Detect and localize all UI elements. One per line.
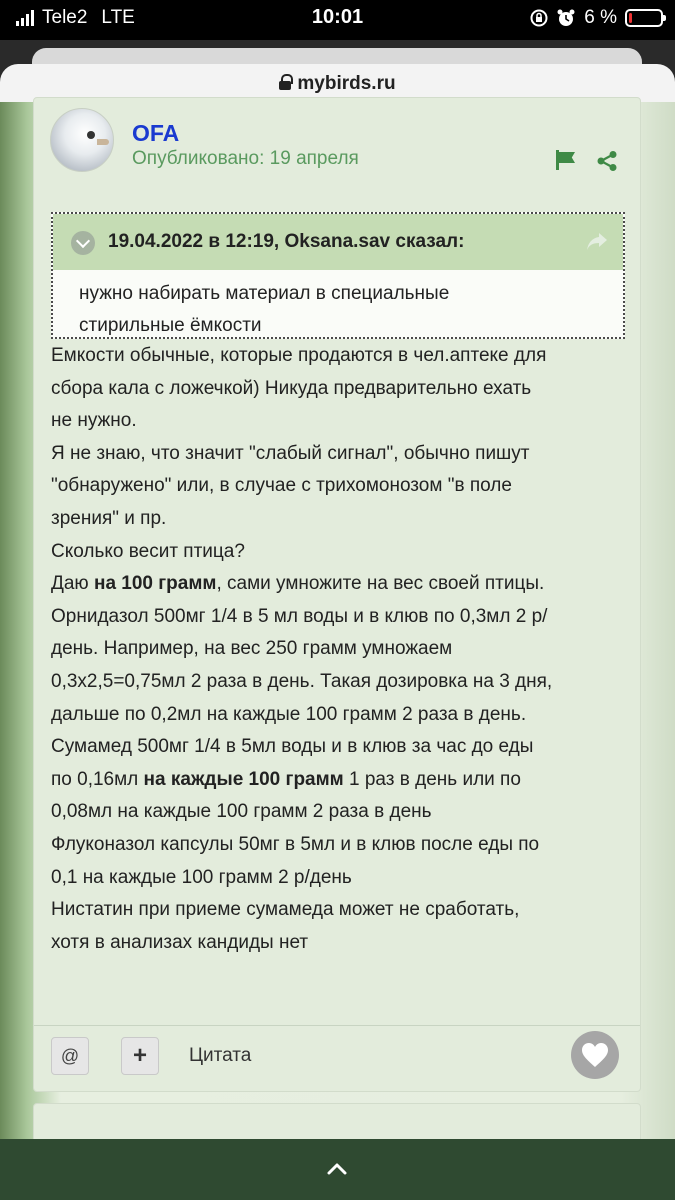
status-time: 10:01 — [311, 6, 364, 28]
quote-line: нужно набирать материал в специальные — [79, 283, 450, 304]
text-span: 0,08мл на каждые 100 грамм 2 раза в день — [51, 801, 432, 823]
alarm-icon — [556, 8, 576, 28]
text-span: , сами умножите на вес своей птицы. — [216, 573, 545, 595]
text-span: "обнаружено" или, в случае с трихомонозом "в поле — [51, 475, 512, 497]
author-name[interactable]: OFA — [132, 120, 180, 146]
post-content — [51, 340, 631, 959]
text-span: 0,1 на каждые 100 грамм 2 р/день — [51, 866, 352, 888]
post-text-line — [51, 764, 631, 797]
lock-rotation-icon — [530, 9, 548, 27]
text-span: 0,3х2,5=0,75мл 2 раза в день. Такая дозировка на 3 дня, — [51, 670, 553, 692]
text-span: 1 раз в день или по — [343, 768, 521, 790]
post-text-line — [51, 699, 631, 732]
text-span: Нистатин при приеме сумамеда может не сработать, — [51, 899, 520, 921]
avatar[interactable] — [50, 108, 114, 172]
battery-icon — [625, 9, 663, 27]
text-span: хотя в анализах кандиды нет — [51, 931, 309, 953]
text-span: не нужно. — [51, 410, 137, 432]
share-icon[interactable] — [596, 150, 618, 172]
chevron-down-icon[interactable] — [71, 231, 95, 255]
text-span: Я не знаю, что значит "слабый сигнал", обычно пишут — [51, 442, 530, 464]
post-text-line — [51, 796, 631, 829]
mention-button[interactable]: @ — [51, 1037, 89, 1075]
text-span: Сколько весит птица? — [51, 540, 245, 562]
browser-chrome — [0, 40, 675, 102]
quote-button[interactable]: Цитата — [189, 1045, 252, 1066]
status-right — [530, 7, 663, 29]
post-text-line — [51, 340, 631, 373]
status-bar — [0, 0, 675, 40]
carrier-name: Tele2 — [42, 7, 88, 28]
post-text-line — [51, 470, 631, 503]
battery-level — [629, 13, 632, 23]
flag-icon[interactable] — [555, 150, 577, 170]
text-span: Флуконазол капсулы 50мг в 5мл и в клюв после еды по — [51, 833, 540, 855]
post-text-line — [51, 438, 631, 471]
post-text-line — [51, 536, 631, 569]
post-text-line — [51, 601, 631, 634]
network-type: LTE — [101, 7, 135, 28]
url-text[interactable]: mybirds.ru — [297, 73, 396, 94]
text-span: дальше по 0,2мл на каждые 100 грамм 2 раза в день. — [51, 703, 527, 725]
post-text-line — [51, 666, 631, 699]
post-text-line — [51, 503, 631, 536]
text-span: по 0,16мл — [51, 768, 144, 790]
post-text-line — [51, 568, 631, 601]
text-span: Орнидазол 500мг 1/4 в 5 мл воды и в клюв по 0,3мл 2 р/ — [51, 605, 548, 627]
post-text-line — [51, 633, 631, 666]
text-span: сбора кала с ложечкой) Никуда предварительно ехать — [51, 377, 532, 399]
text-span: день. Например, на вес 250 грамм умножаем — [51, 638, 453, 660]
battery-percent: 6 % — [584, 7, 617, 28]
post-text-line — [51, 373, 631, 406]
post-text-line — [51, 894, 631, 927]
chevron-up-icon[interactable] — [326, 1158, 348, 1180]
text-span: Сумамед 500мг 1/4 в 5мл воды и в клюв за час до еды — [51, 736, 534, 758]
reply-arrow-icon[interactable] — [585, 230, 609, 252]
post-footer-divider — [34, 1025, 640, 1026]
post-text-line — [51, 927, 631, 960]
quote-attribution: 19.04.2022 в 12:19, Oksana.sav сказал: — [108, 231, 465, 252]
text-span: зрения" и пр. — [51, 507, 167, 529]
quote-header[interactable] — [53, 214, 623, 270]
quote-line: стирильные ёмкости — [79, 315, 262, 336]
text-span: Емкости обычные, которые продаются в чел.аптеке для — [51, 345, 547, 366]
heart-icon — [581, 1042, 609, 1068]
bold-text: на 100 грамм — [93, 573, 217, 595]
post-text-line — [51, 829, 631, 862]
post-text-line — [51, 862, 631, 895]
post-text-line — [51, 405, 631, 438]
like-button[interactable] — [571, 1031, 619, 1079]
bold-text: на каждые 100 грамм — [143, 768, 344, 790]
quote-text — [79, 278, 599, 342]
multiquote-button[interactable]: + — [121, 1037, 159, 1075]
text-span: Даю — [51, 573, 94, 595]
post-text-line — [51, 731, 631, 764]
post-date[interactable]: Опубликовано: 19 апреля — [132, 148, 359, 169]
lock-icon — [279, 79, 291, 93]
quote-block — [51, 212, 625, 339]
